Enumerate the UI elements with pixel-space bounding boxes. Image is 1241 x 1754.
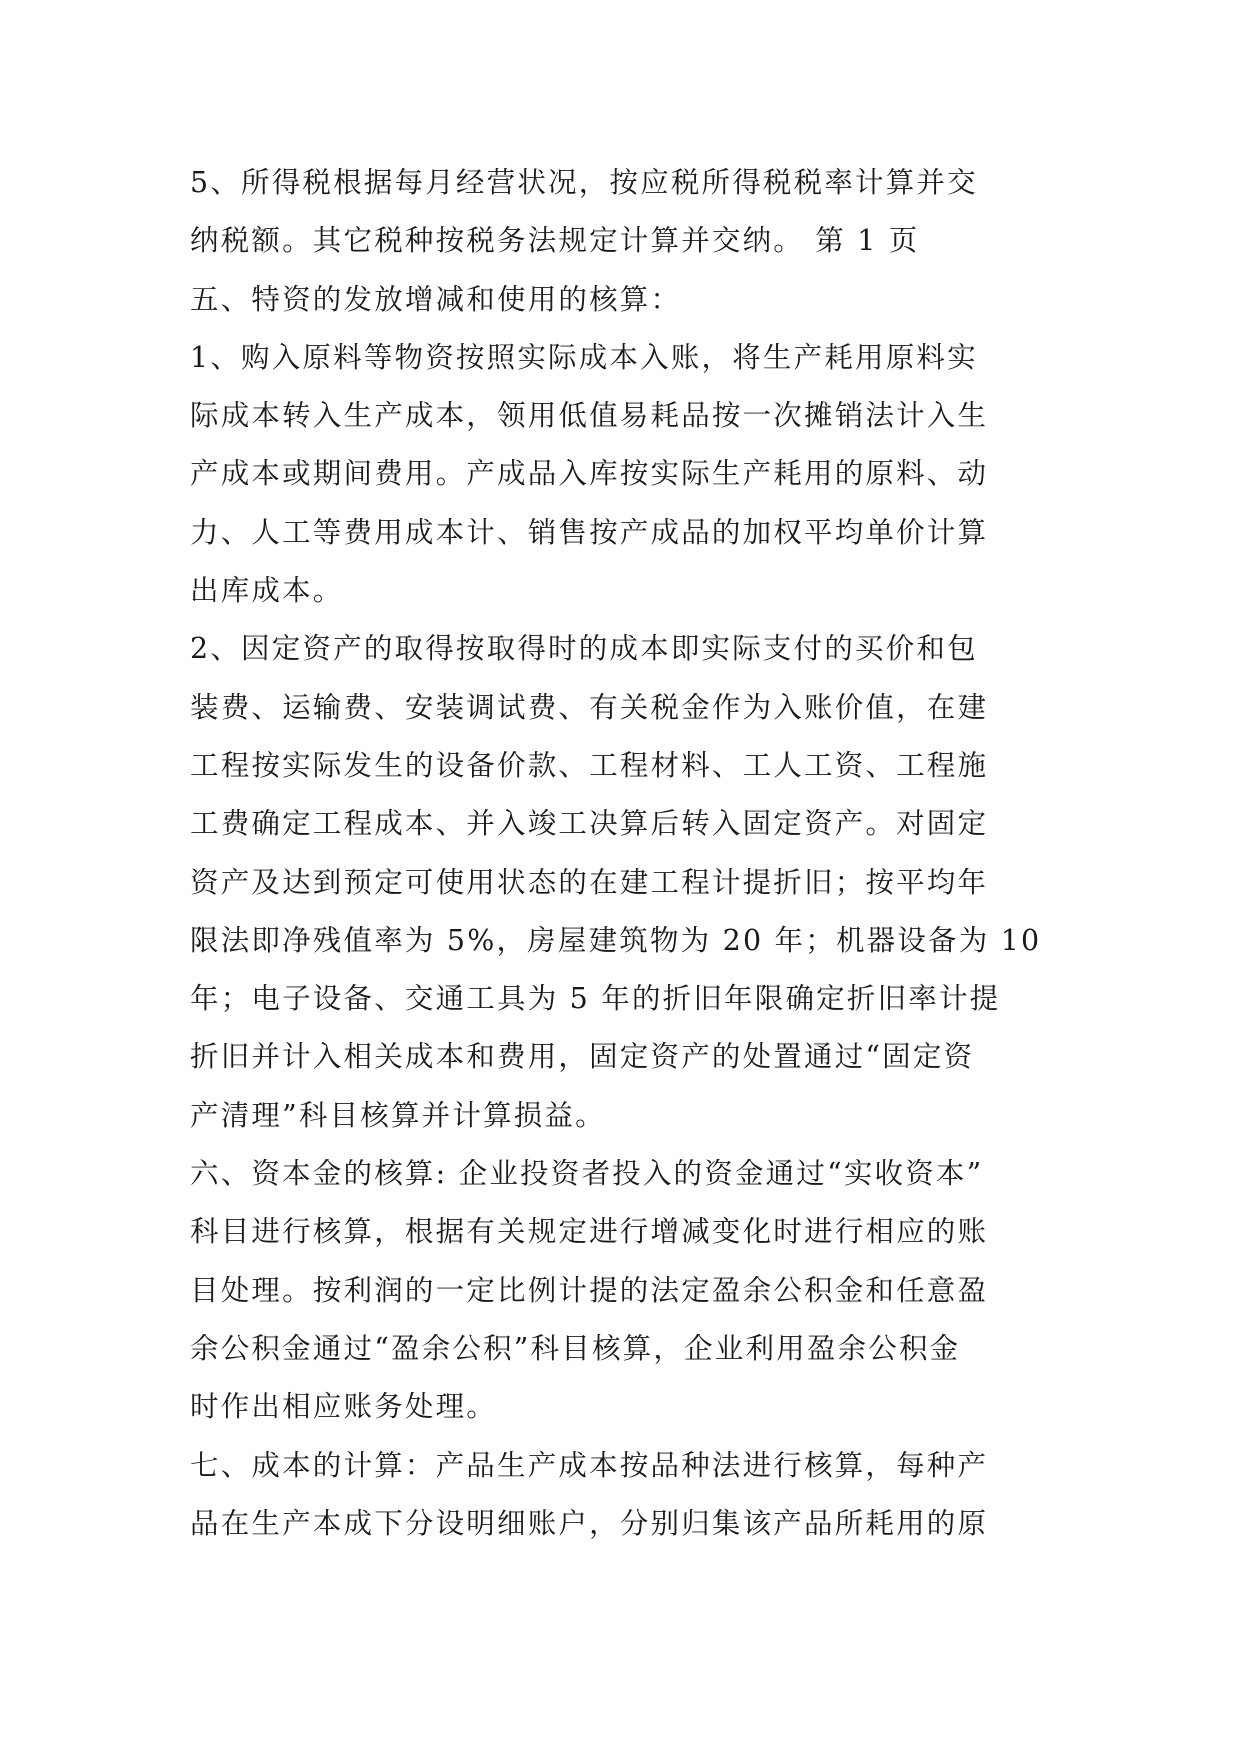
text-line: 产清理”科目核算并计算损益。 [190,1098,606,1132]
text-line: 工费确定工程成本、并入竣工决算后转入固定资产。对固定 [190,807,989,841]
text-line: 5、所得税根据每月经营状况，按应税所得税税率计算并交 [190,166,978,199]
section-heading: 六、资本金的核算: 企业投资者投入的资金通过“实收资本” [190,1157,984,1191]
text-line: 产成本或期间费用。产成品入库按实际生产耗用的原料、动 [190,457,989,491]
text-line: 力、人工等费用成本计、销售按产成品的加权平均单价计算 [190,515,989,549]
text-line: 资产及达到预定可使用状态的在建工程计提折旧；按平均年 [190,865,989,899]
text-line: 年；电子设备、交通工具为 5 年的折旧年限确定折旧率计提 [190,982,1001,1016]
text-line: 1、购入原料等物资按照实际成本入账，将生产耗用原料实 [190,340,978,374]
section-heading: 五、特资的发放增减和使用的核算： [190,282,682,316]
text-line: 纳税额。其它税种按税务法规定计算并交纳。 第 1 页 [190,224,920,258]
document-body [190,154,1050,1553]
text-line: 时作出相应账务处理。 [190,1390,498,1424]
text-line: 装费、运输费、安装调试费、有关税金作为入账价值，在建 [190,690,989,724]
text-line: 余公积金通过“盈余公积”科目核算，企业利用盈余公积金 [190,1331,961,1365]
text-line: 出库成本。 [190,574,344,608]
text-line: 科目进行核算，根据有关规定进行增减变化时进行相应的账 [190,1215,989,1249]
text-line: 品在生产本成下分设明细账户，分别归集该产品所耗用的原 [190,1506,989,1540]
section-heading: 七、成本的计算：产品生产成本按品种法进行核算，每种产 [190,1448,989,1482]
text-line: 工程按实际发生的设备价款、工程材料、工人工资、工程施 [190,748,989,782]
text-line: 目处理。按利润的一定比例计提的法定盈余公积金和任意盈 [190,1273,989,1307]
text-line: 2、因定资产的取得按取得时的成本即实际支付的买价和包 [190,632,978,666]
text-line: 限法即净残值率为 5%，房屋建筑物为 20 年；机器设备为 10 [190,923,1042,957]
text-line: 折旧并计入相关成本和费用，固定资产的处置通过“固定资 [190,1040,975,1074]
text-line: 际成本转入生产成本，领用低值易耗品按一次摊销法计入生 [190,399,989,433]
